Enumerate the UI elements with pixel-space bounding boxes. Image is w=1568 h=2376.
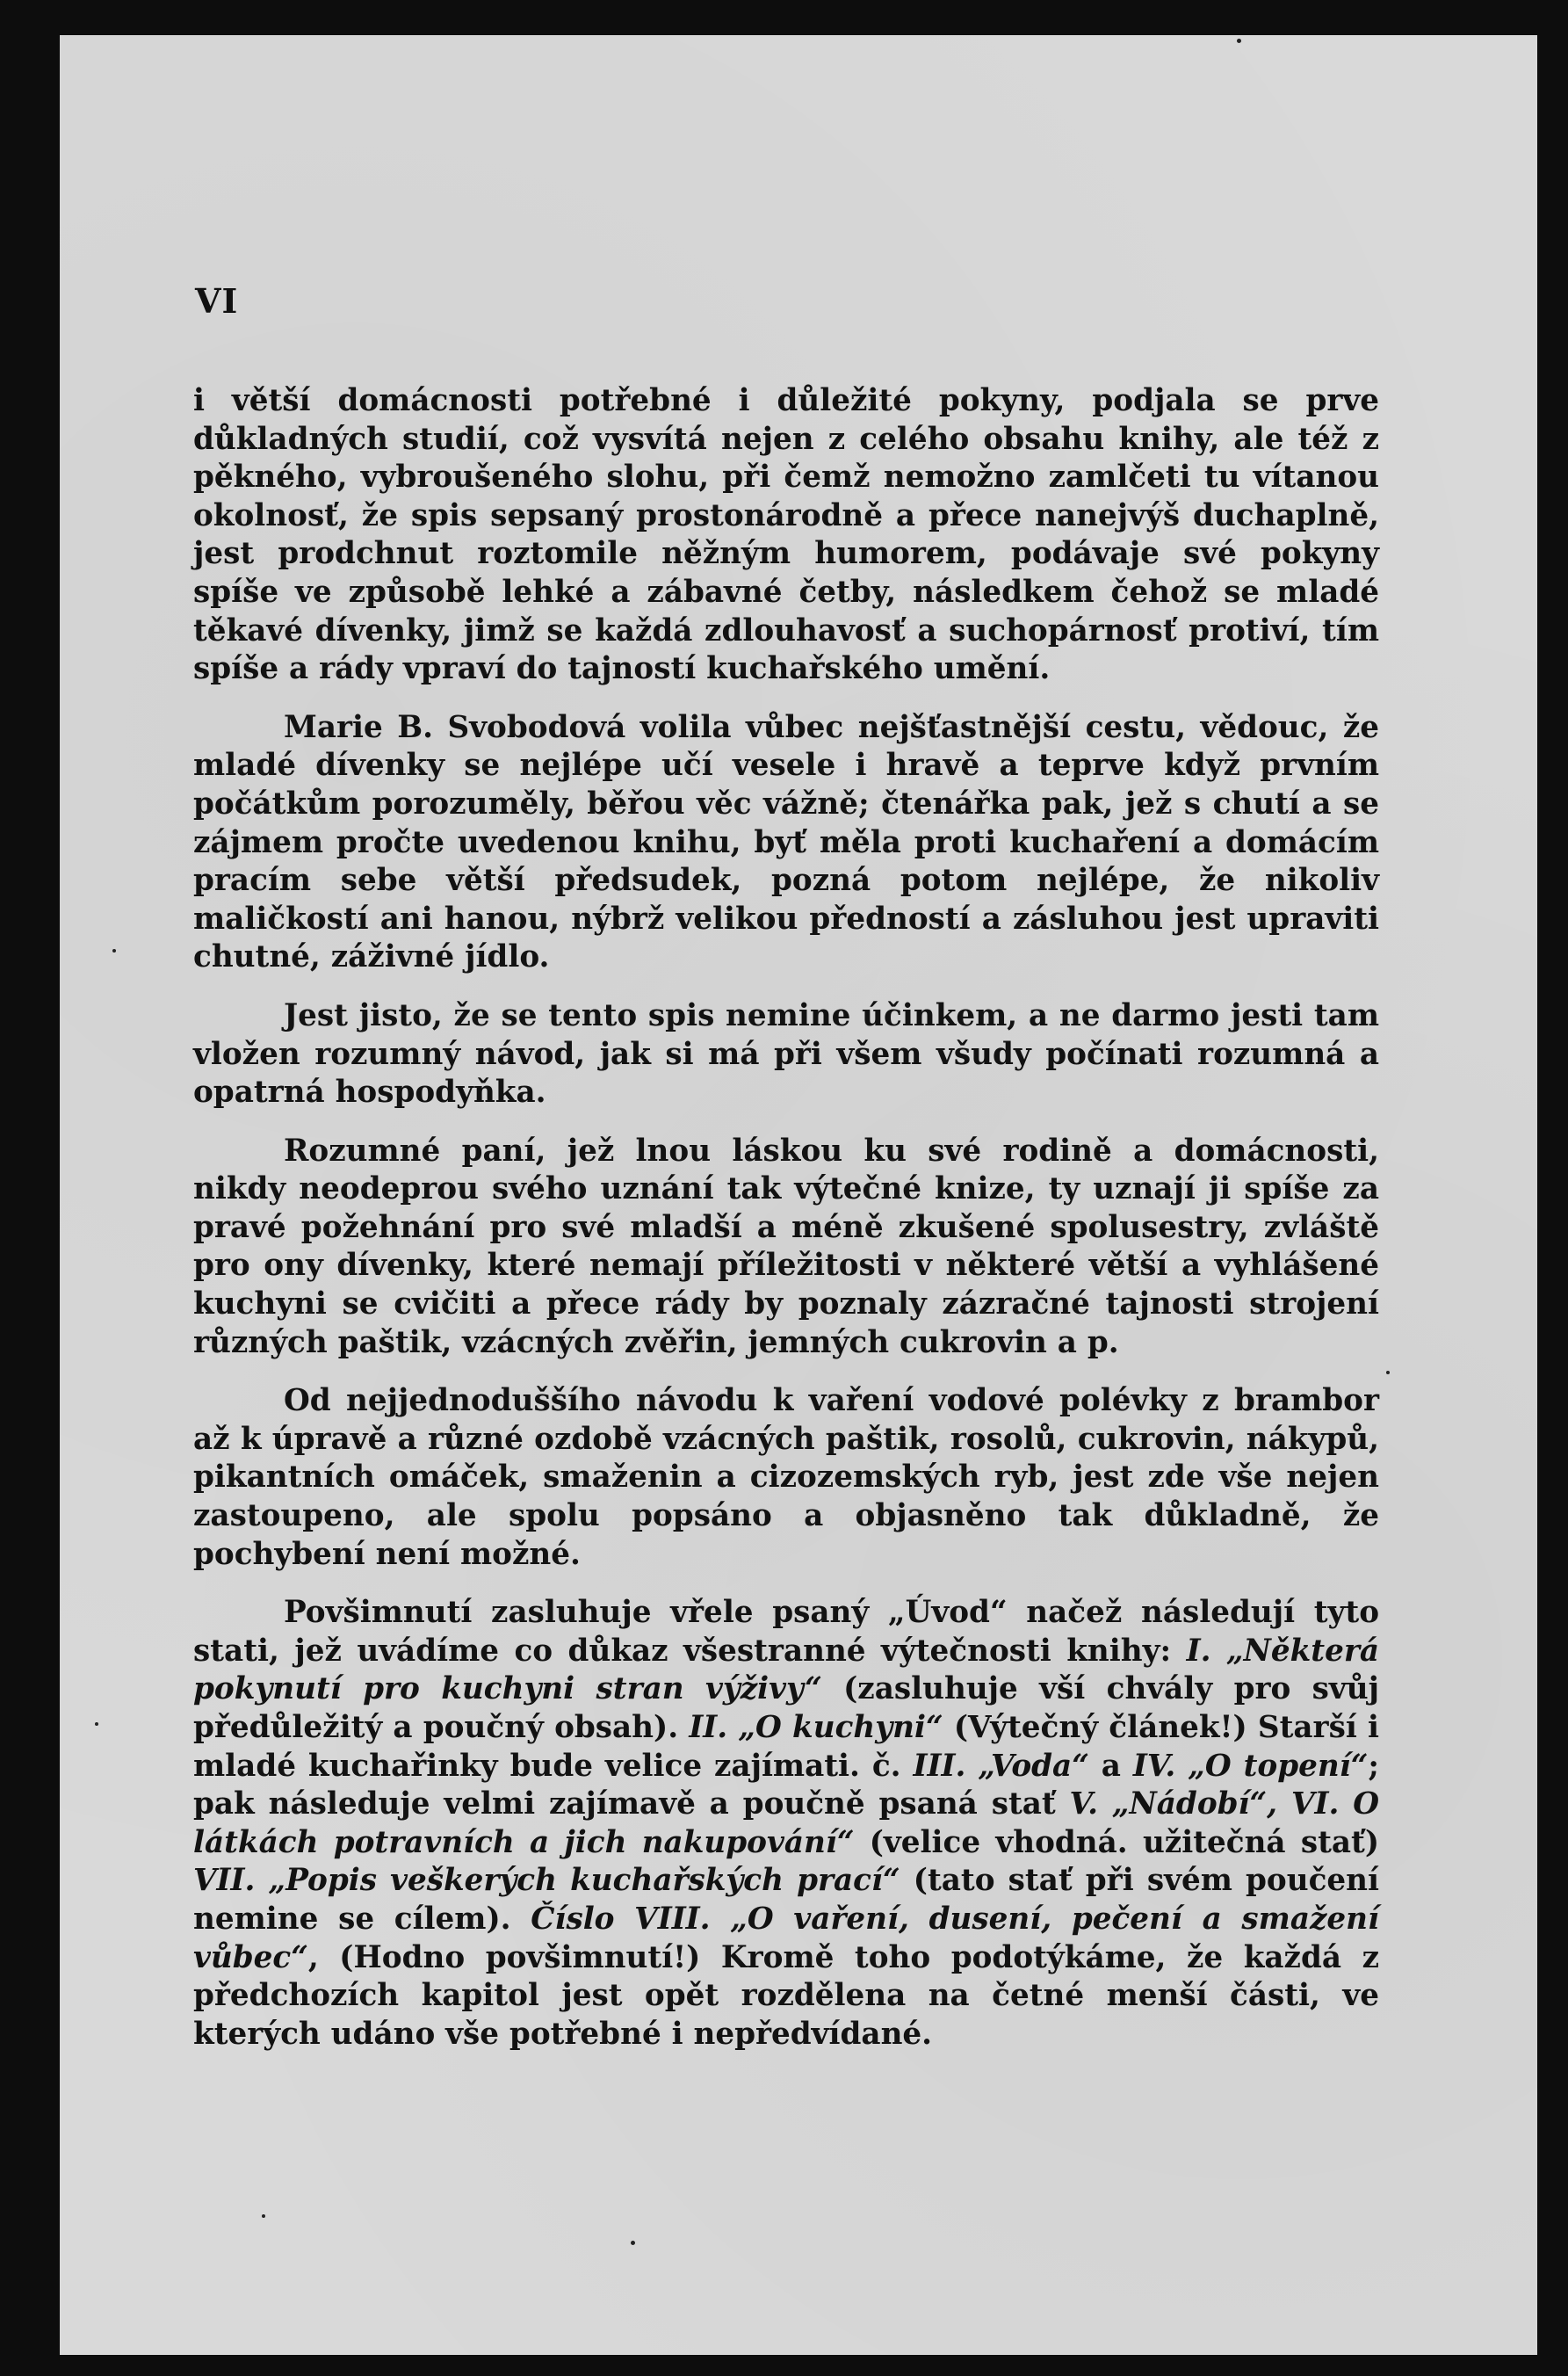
paragraph: Jest jisto, že se tento spis nemine účinkem, a ne darmo jesti tam vložen rozumný návod, jak si má při všem všudy počínati rozumná a opatrná hospodyňka. (193, 997, 1379, 1111)
paper-speck (1237, 39, 1241, 43)
chapter-title: V. „Nádobí“, VI. O látkách potravních a jich nakupování“ (193, 1786, 1379, 1860)
paragraph: i větší domácnosti potřebné i důležité pokyny, podjala se prve důkladných studií, což vysvítá nejen z celého obsahu knihy, ale též z pěkného, vybroušeného slohu, při čemž nemožno zamlčeti tu vítanou okolnosť, že spis sepsaný prostonárodně a přece nanejvýš duchaplně, jest prodchnut roztomile něžným humorem, podávaje své pokyny spíše ve způsobě lehké a zábavné četby, následkem čehož se mladé těkavé dívenky, jimž se každá zdlouhavosť a suchopárnosť protiví, tím spíše a rády vpraví do tajností kuchařského umění. (193, 383, 1379, 687)
text-run: (Výtečný článek!) Starší i mladé kuchařinky bude velice zajímati. č. (193, 1710, 1379, 1784)
page-number: VI (195, 281, 239, 321)
chapter-title: IV. „O topení“ (1132, 1748, 1369, 1784)
paragraph: Od nejjednoduššího návodu k vaření vodové polévky z brambor až k úpravě a různé ozdobě vzácných paštik, rosolů, cukrovin, nákypů, pikantních omáček, smaženin a cizozemských ryb, jest zde vše nejen zastoupeno, ale spolu popsáno a objasněno tak důkladně, že pochybení není možné. (193, 1383, 1379, 1572)
paper-speck (1386, 1371, 1390, 1374)
text-run: (tato stať při svém poučení nemine se cílem). (193, 1863, 1379, 1937)
paragraph: Marie B. Svobodová volila vůbec nejšťastnější cestu, vědouc, že mladé dívenky se nejlépe učí vesele i hravě a teprve když prvním počátkům porozuměly, běřou věc vážně; čtenářka pak, jež s chutí a se zájmem pročte uvedenou knihu, byť měla proti kuchaření a domácím pracím sebe větší předsudek, pozná potom nejlépe, že nikoliv maličkostí ani hanou, nýbrž velikou předností a zásluhou jest upraviti chutné, záživné jídlo. (193, 709, 1379, 975)
paper-speck (95, 1722, 98, 1726)
text-run: (zasluhuje vší chvály pro svůj předůležitý a poučný obsah). (193, 1671, 1380, 1745)
text-run: (velice vhodná. užitečná stať) (854, 1824, 1379, 1860)
chapter-title: Číslo VIII. „O vaření, dusení, pečení a smažení vůbec“ (193, 1901, 1380, 1975)
paper-speck (262, 2214, 265, 2218)
chapter-title: VII. „Popis veškerých kuchařských prací“ (193, 1863, 900, 1899)
paragraph: Rozumné paní, jež lnou láskou ku své rodině a domácnosti, nikdy neodeprou svého uznání tak výtečné knize, ty uznají ji spíše za pravé požehnání pro své mladší a méně zkušené spolusestry, zvláště pro ony dívenky, které nemají příležitosti v některé větší a vyhlášené kuchyni se cvičiti a přece rády by poznaly zázračné tajnosti strojení různých paštik, vzácných zvěřin, jemných cukrovin a p. (193, 1133, 1379, 1360)
chapter-title: I. „Některá pokynutí pro kuchyni stran výživy“ (193, 1633, 1380, 1707)
text-run: , (Hodno povšimnutí!) Kromě toho podotýkáme, že každá z předchozích kapitol jest opět rozdělena na četné menší části, ve kterých udáno vše potřebné i nepředvídané. (193, 1939, 1379, 2052)
paragraph-chapter-list (193, 1594, 1379, 2054)
chapter-title: II. „O kuchyni“ (689, 1710, 943, 1745)
chapter-title: III. „Voda“ (913, 1748, 1089, 1784)
paper-speck (112, 949, 116, 953)
paper-speck (631, 2241, 635, 2245)
text-run: ; pak následuje velmi zajímavě a poučně psaná stať (193, 1748, 1379, 1822)
text-run: Povšimnutí zasluhuje vřele psaný „Úvod“ načež následují tyto stati, jež uvádíme co důkaz všestranné výtečnosti knihy: (193, 1595, 1379, 1669)
text-run: a (1088, 1748, 1133, 1784)
body-text (193, 382, 1379, 2054)
